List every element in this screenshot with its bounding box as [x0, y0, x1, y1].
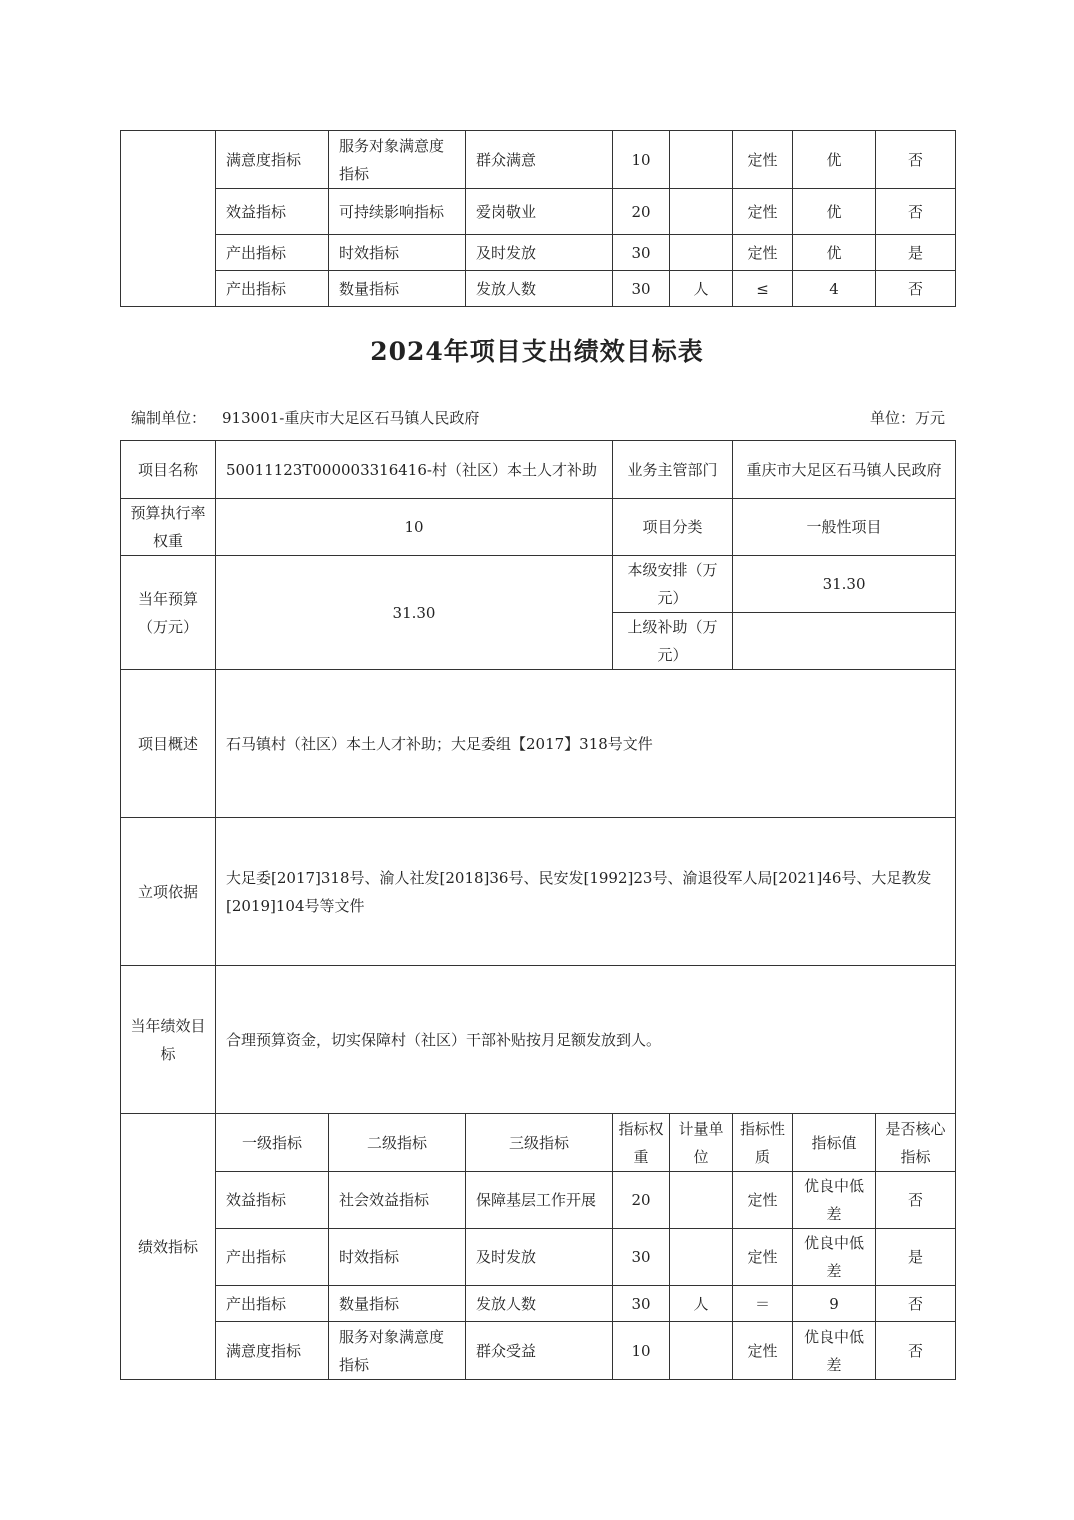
weight-cell: 20 [613, 189, 670, 235]
nature-cell: 定性 [733, 235, 793, 271]
local-label: 本级安排（万元） [613, 556, 733, 613]
level3-cell: 发放人数 [466, 271, 613, 307]
category-label: 项目分类 [613, 499, 733, 556]
unit-cell [670, 1172, 733, 1229]
weight-cell: 10 [613, 131, 670, 189]
weight-cell: 30 [613, 271, 670, 307]
table-row [121, 131, 956, 189]
table-row [121, 1322, 956, 1380]
value-cell: 优良中低差 [793, 1322, 876, 1380]
header-weight: 指标权重 [613, 1114, 670, 1172]
level3-cell: 及时发放 [466, 235, 613, 271]
value-cell: 优良中低差 [793, 1229, 876, 1286]
level1-cell: 产出指标 [216, 235, 329, 271]
weight-cell: 20 [613, 1172, 670, 1229]
nature-cell: ＝ [733, 1286, 793, 1322]
page-title: 2024年项目支出绩效目标表 [370, 337, 704, 366]
org-label: 编制单位： [131, 409, 207, 427]
level3-cell: 群众受益 [466, 1322, 613, 1380]
unit-cell: 人 [670, 1286, 733, 1322]
summary-value: 石马镇村（社区）本土人才补助；大足委组【2017】318号文件 [216, 670, 956, 818]
level1-cell: 效益指标 [216, 1172, 329, 1229]
level2-cell: 数量指标 [329, 1286, 466, 1322]
weight-cell: 10 [613, 1322, 670, 1380]
level3-cell: 群众满意 [466, 131, 613, 189]
core-cell: 否 [876, 189, 956, 235]
value-cell: 优 [793, 131, 876, 189]
value-cell: 9 [793, 1286, 876, 1322]
dept-value: 重庆市大足区石马镇人民政府 [733, 441, 956, 499]
level2-cell: 可持续影响指标 [329, 189, 466, 235]
table-row [121, 670, 956, 818]
upper-label: 上级补助（万元） [613, 613, 733, 670]
header-level3: 三级指标 [466, 1114, 613, 1172]
dept-label: 业务主管部门 [613, 441, 733, 499]
local-value: 31.30 [733, 556, 956, 613]
nature-cell: ≤ [733, 271, 793, 307]
level1-cell: 产出指标 [216, 1286, 329, 1322]
table-row [121, 1114, 956, 1172]
header-line [131, 404, 945, 432]
core-cell: 是 [876, 1229, 956, 1286]
level3-cell: 发放人数 [466, 1286, 613, 1322]
blank-cell [121, 131, 216, 307]
level1-cell: 产出指标 [216, 271, 329, 307]
table-row [121, 966, 956, 1114]
level2-cell: 时效指标 [329, 1229, 466, 1286]
level2-cell: 数量指标 [329, 271, 466, 307]
level3-cell: 保障基层工作开展 [466, 1172, 613, 1229]
header-unit: 计量单位 [670, 1114, 733, 1172]
upper-value [733, 613, 956, 670]
core-cell: 是 [876, 235, 956, 271]
level1-cell: 效益指标 [216, 189, 329, 235]
budget-value: 31.30 [216, 556, 613, 670]
header-value: 指标值 [793, 1114, 876, 1172]
unit-cell [670, 1229, 733, 1286]
value-cell: 优良中低差 [793, 1172, 876, 1229]
goal-label: 当年绩效目标 [121, 966, 216, 1114]
weight-cell: 30 [613, 1286, 670, 1322]
core-cell: 否 [876, 1286, 956, 1322]
level2-cell: 服务对象满意度指标 [329, 1322, 466, 1380]
weight-cell: 30 [613, 1229, 670, 1286]
org-info [131, 404, 479, 432]
nature-cell: 定性 [733, 1322, 793, 1380]
level3-cell: 爱岗敬业 [466, 189, 613, 235]
level3-cell: 及时发放 [466, 1229, 613, 1286]
table-row [121, 1172, 956, 1229]
budget-label: 当年预算（万元） [121, 556, 216, 670]
level2-cell: 社会效益指标 [329, 1172, 466, 1229]
core-cell: 否 [876, 271, 956, 307]
summary-label: 项目概述 [121, 670, 216, 818]
level1-cell: 满意度指标 [216, 1322, 329, 1380]
project-name-label: 项目名称 [121, 441, 216, 499]
level1-cell: 产出指标 [216, 1229, 329, 1286]
nature-cell: 定性 [733, 189, 793, 235]
table-row [121, 499, 956, 556]
previous-indicator-table [120, 130, 956, 307]
unit-label: 单位：万元 [869, 409, 945, 427]
value-cell: 优 [793, 235, 876, 271]
header-nature: 指标性质 [733, 1114, 793, 1172]
table-row [121, 189, 956, 235]
indicators-label: 绩效指标 [121, 1114, 216, 1380]
table-row [121, 556, 956, 613]
unit-cell [670, 131, 733, 189]
nature-cell: 定性 [733, 1229, 793, 1286]
performance-target-table [120, 440, 956, 1380]
table-row [121, 818, 956, 966]
unit-cell [670, 1322, 733, 1380]
header-core: 是否核心指标 [876, 1114, 956, 1172]
exec-weight-label: 预算执行率权重 [121, 499, 216, 556]
table-row [121, 235, 956, 271]
header-level2: 二级指标 [329, 1114, 466, 1172]
project-name-value: 50011123T000003316416-村（社区）本土人才补助 [216, 441, 613, 499]
unit-cell: 人 [670, 271, 733, 307]
category-value: 一般性项目 [733, 499, 956, 556]
nature-cell: 定性 [733, 1172, 793, 1229]
goal-value: 合理预算资金，切实保障村（社区）干部补贴按月足额发放到人。 [216, 966, 956, 1114]
weight-cell: 30 [613, 235, 670, 271]
unit-cell [670, 189, 733, 235]
level2-cell: 时效指标 [329, 235, 466, 271]
exec-weight-value: 10 [216, 499, 613, 556]
unit-cell [670, 235, 733, 271]
nature-cell: 定性 [733, 131, 793, 189]
basis-label: 立项依据 [121, 818, 216, 966]
level1-cell: 满意度指标 [216, 131, 329, 189]
table-row [121, 441, 956, 499]
core-cell: 否 [876, 131, 956, 189]
table-row [121, 1229, 956, 1286]
value-cell: 4 [793, 271, 876, 307]
header-level1: 一级指标 [216, 1114, 329, 1172]
table-row [121, 271, 956, 307]
table-row [121, 1286, 956, 1322]
basis-value: 大足委[2017]318号、渝人社发[2018]36号、民安发[1992]23号、渝退役军人局[2021]46号、大足教发[2019]104号等文件 [216, 818, 956, 966]
level2-cell: 服务对象满意度指标 [329, 131, 466, 189]
value-cell: 优 [793, 189, 876, 235]
org-value: 913001-重庆市大足区石马镇人民政府 [222, 409, 480, 427]
core-cell: 否 [876, 1172, 956, 1229]
core-cell: 否 [876, 1322, 956, 1380]
